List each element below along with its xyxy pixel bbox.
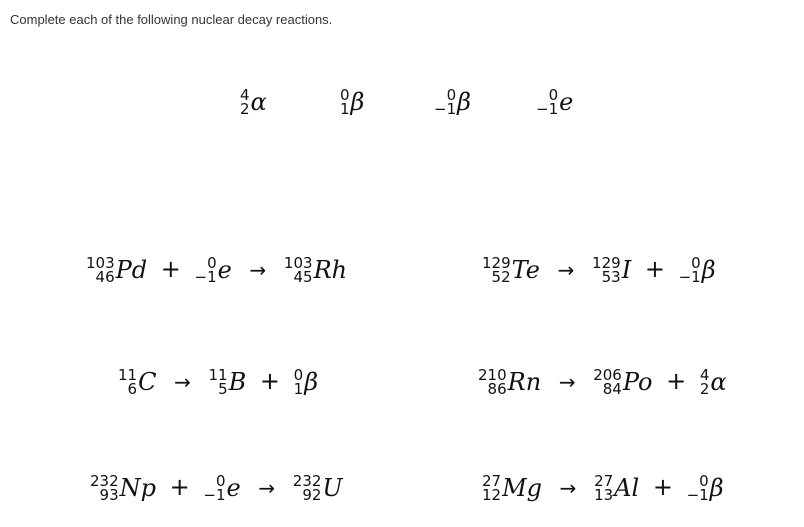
plus-sign: + — [652, 472, 673, 501]
nuclide — [90, 474, 156, 503]
mass-number: 11 — [118, 366, 138, 384]
scripts — [593, 368, 622, 397]
symbol: e — [559, 88, 574, 117]
scripts — [592, 256, 621, 285]
mass-number: 0 — [548, 86, 559, 104]
scripts — [340, 88, 350, 117]
mass-number: 103 — [86, 254, 115, 272]
plus-sign: + — [160, 254, 181, 283]
scripts — [536, 88, 558, 117]
symbol: Po — [622, 368, 653, 397]
symbol: α — [250, 88, 267, 117]
particle-electron — [536, 88, 573, 117]
atomic-number: 93 — [99, 486, 119, 505]
nuclide — [478, 368, 541, 397]
scripts — [482, 474, 501, 503]
mass-number: 129 — [592, 254, 621, 272]
nuclide — [594, 474, 639, 503]
plus-sign: + — [644, 254, 665, 283]
nuclide — [240, 88, 267, 117]
particle-beta-minus — [434, 88, 471, 117]
atomic-number: 5 — [218, 380, 228, 399]
mass-number: 232 — [90, 472, 119, 490]
nuclide — [209, 368, 247, 397]
plus-sign: + — [666, 366, 687, 395]
symbol: β — [457, 88, 471, 117]
reaction-arrow: → — [174, 369, 191, 394]
atomic-number: 84 — [602, 380, 622, 399]
scripts — [293, 474, 322, 503]
scripts — [240, 88, 250, 117]
symbol: Rn — [507, 368, 542, 397]
nuclide — [294, 368, 318, 397]
reaction-te-decay — [482, 256, 716, 285]
atomic-number: 1 — [340, 100, 350, 119]
symbol: U — [322, 474, 343, 503]
scripts — [679, 256, 701, 285]
mass-number: 27 — [482, 472, 502, 490]
scripts — [284, 256, 313, 285]
scripts — [687, 474, 709, 503]
atomic-number: 53 — [601, 268, 621, 287]
reaction-np-capture — [90, 474, 343, 503]
scripts — [118, 368, 137, 397]
symbol: B — [228, 368, 247, 397]
mass-number: 0 — [340, 86, 350, 104]
symbol: α — [710, 368, 727, 397]
reaction-arrow: → — [557, 257, 575, 282]
symbol: β — [709, 474, 724, 503]
nuclide — [434, 88, 471, 117]
scripts — [700, 368, 710, 397]
scripts — [434, 88, 456, 117]
atomic-number: 45 — [293, 268, 313, 287]
nuclide — [118, 368, 156, 397]
mass-number: 0 — [699, 472, 709, 490]
symbol: Np — [119, 474, 157, 503]
nuclide — [536, 88, 573, 117]
atomic-number: 46 — [95, 268, 115, 287]
atomic-number: −1 — [434, 100, 457, 119]
symbol: Mg — [502, 474, 543, 503]
nuclide — [340, 88, 364, 117]
mass-number: 4 — [699, 366, 710, 384]
scripts — [478, 368, 507, 397]
mass-number: 4 — [240, 86, 250, 104]
atomic-number: −1 — [536, 100, 559, 119]
atomic-number: −1 — [194, 268, 217, 287]
instruction-text: Complete each of the following nuclear decay reactions. — [10, 12, 333, 27]
scripts — [482, 256, 511, 285]
reaction-arrow: → — [249, 257, 267, 282]
reaction-pd-capture — [86, 256, 347, 285]
particle-beta-plus — [340, 88, 364, 117]
atomic-number: 2 — [699, 380, 710, 399]
reaction-arrow: → — [559, 475, 577, 500]
scripts — [195, 256, 217, 285]
scripts — [594, 474, 613, 503]
nuclide — [592, 256, 631, 285]
nuclide — [284, 256, 347, 285]
reaction-mg-decay — [482, 474, 724, 503]
atomic-number: 2 — [240, 100, 250, 119]
mass-number: 232 — [292, 472, 322, 490]
symbol: Te — [511, 256, 540, 285]
nuclide — [679, 256, 716, 285]
plus-sign: + — [259, 366, 280, 395]
symbol: β — [350, 88, 365, 117]
mass-number: 27 — [594, 472, 614, 490]
reaction-rn-decay — [478, 368, 727, 397]
symbol: Al — [614, 474, 640, 503]
atomic-number: −1 — [203, 486, 226, 505]
atomic-number: 52 — [491, 268, 511, 287]
nuclide — [86, 256, 147, 285]
nuclide — [203, 474, 240, 503]
reaction-arrow: → — [258, 475, 276, 500]
atomic-number: 6 — [127, 380, 138, 399]
scripts — [86, 256, 115, 285]
mass-number: 11 — [208, 366, 228, 384]
mass-number: 0 — [446, 86, 457, 104]
nuclide — [195, 256, 232, 285]
plus-sign: + — [169, 472, 190, 501]
mass-number: 0 — [207, 254, 217, 272]
atomic-number: 1 — [293, 380, 304, 399]
symbol: β — [701, 256, 716, 285]
scripts — [294, 368, 304, 397]
mass-number: 0 — [691, 254, 701, 272]
mass-number: 129 — [482, 254, 511, 272]
symbol: Pd — [115, 256, 148, 285]
atomic-number: 92 — [302, 486, 322, 505]
nuclide — [482, 474, 542, 503]
atomic-number: 13 — [594, 486, 614, 505]
reaction-c-decay — [118, 368, 318, 397]
nuclide — [482, 256, 540, 285]
scripts — [90, 474, 119, 503]
mass-number: 0 — [215, 472, 226, 490]
atomic-number: −1 — [686, 486, 709, 505]
nuclide — [687, 474, 724, 503]
particle-alpha — [240, 88, 267, 117]
mass-number: 210 — [478, 366, 507, 384]
atomic-number: 86 — [487, 380, 507, 399]
mass-number: 103 — [283, 254, 313, 272]
atomic-number: −1 — [678, 268, 701, 287]
scripts — [209, 368, 228, 397]
symbol: I — [621, 256, 632, 285]
nuclide — [593, 368, 652, 397]
mass-number: 206 — [593, 366, 622, 384]
atomic-number: 12 — [482, 486, 502, 505]
symbol: Rh — [313, 256, 348, 285]
symbol: e — [226, 474, 241, 503]
symbol: C — [138, 368, 157, 397]
nuclide — [700, 368, 727, 397]
symbol: β — [304, 368, 319, 397]
nuclide — [293, 474, 343, 503]
scripts — [203, 474, 225, 503]
mass-number: 0 — [293, 366, 304, 384]
symbol: e — [217, 256, 232, 285]
reaction-arrow: → — [558, 369, 576, 394]
